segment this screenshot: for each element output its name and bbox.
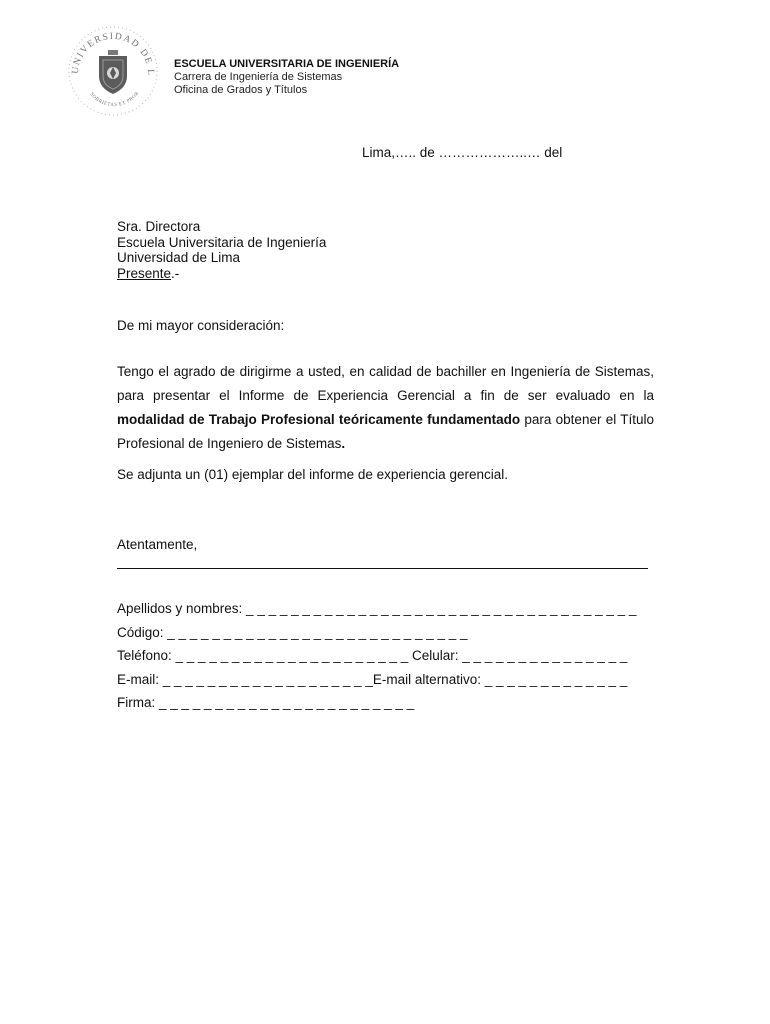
body-paragraph [117, 360, 654, 456]
body-bold-modality: modalidad de Trabajo Profesional teóricamente fundamentado [117, 412, 521, 427]
field-email[interactable]: E-mail: _ _ _ _ _ _ _ _ _ _ _ _ _ _ _ _ _ _ _ [117, 671, 373, 687]
field-phone[interactable]: Teléfono: _ _ _ _ _ _ _ _ _ _ _ _ _ _ _ _ _ _ _ _ _ [117, 648, 409, 663]
recipient-block [117, 219, 326, 281]
field-phone-row [117, 644, 636, 668]
field-alt-email[interactable]: E-mail alternativo: _ _ _ _ _ _ _ _ _ _ _ _ _ [372, 671, 628, 687]
attachment-note: Se adjunta un (01) ejemplar del informe de experiencia gerencial. [117, 467, 508, 482]
field-signature[interactable]: Firma: _ _ _ _ _ _ _ _ _ _ _ _ _ _ _ _ _ _ _ _ _ _ _ [117, 695, 415, 710]
field-mobile[interactable]: Celular: _ _ _ _ _ _ _ _ _ _ _ _ _ _ _ [412, 648, 628, 663]
date-line: Lima,….. de ………………..… del [362, 145, 563, 160]
office-name: Oficina de Grados y Títulos [174, 84, 308, 96]
recipient-presente [117, 266, 326, 282]
seal-crown [108, 50, 118, 55]
recipient-university: Universidad de Lima [117, 250, 241, 265]
seal-text-path: UNIVERSIDAD DE L [70, 31, 156, 77]
signature-rule [117, 568, 648, 569]
field-names[interactable]: Apellidos y nombres: _ _ _ _ _ _ _ _ _ _ _ _ _ _ _ _ _ _ _ _ _ _ _ _ _ _ _ _ _ _ _ _ _ _ _ [117, 601, 637, 616]
presente-word: Presente [117, 265, 172, 281]
institution-name: ESCUELA UNIVERSITARIA DE INGENIERÍA [174, 58, 400, 70]
greeting: De mi mayor consideración: [117, 318, 285, 333]
applicant-fields [117, 597, 636, 715]
seal-motto-path: SOBRIETAS ET PROB [88, 90, 141, 109]
presente-suffix: .- [171, 265, 180, 281]
field-code[interactable]: Código: _ _ _ _ _ _ _ _ _ _ _ _ _ _ _ _ _ _ _ _ _ _ _ _ _ _ _ [117, 624, 468, 640]
recipient-school: Escuela Universitaria de Ingeniería [117, 234, 327, 250]
body-text-2: para obtener el Título Profesional de Ingeniero de Sistemas [117, 412, 654, 451]
field-email-row [117, 668, 636, 692]
university-seal-icon [66, 24, 160, 118]
recipient-title: Sra. Directora [117, 219, 201, 234]
career-name: Carrera de Ingeniería de Sistemas [174, 71, 343, 83]
university-seal-logo [66, 24, 160, 118]
body-bold-period: . [341, 436, 346, 451]
closing: Atentamente, [117, 537, 198, 552]
body-text-1: Tengo el agrado de dirigirme a usted, en calidad de bachiller en Ingeniería de Sistemas, para presentar el Informe de Experiencia Gerencial a fin de ser evaluado en la [117, 364, 654, 403]
institution-header [174, 58, 399, 97]
